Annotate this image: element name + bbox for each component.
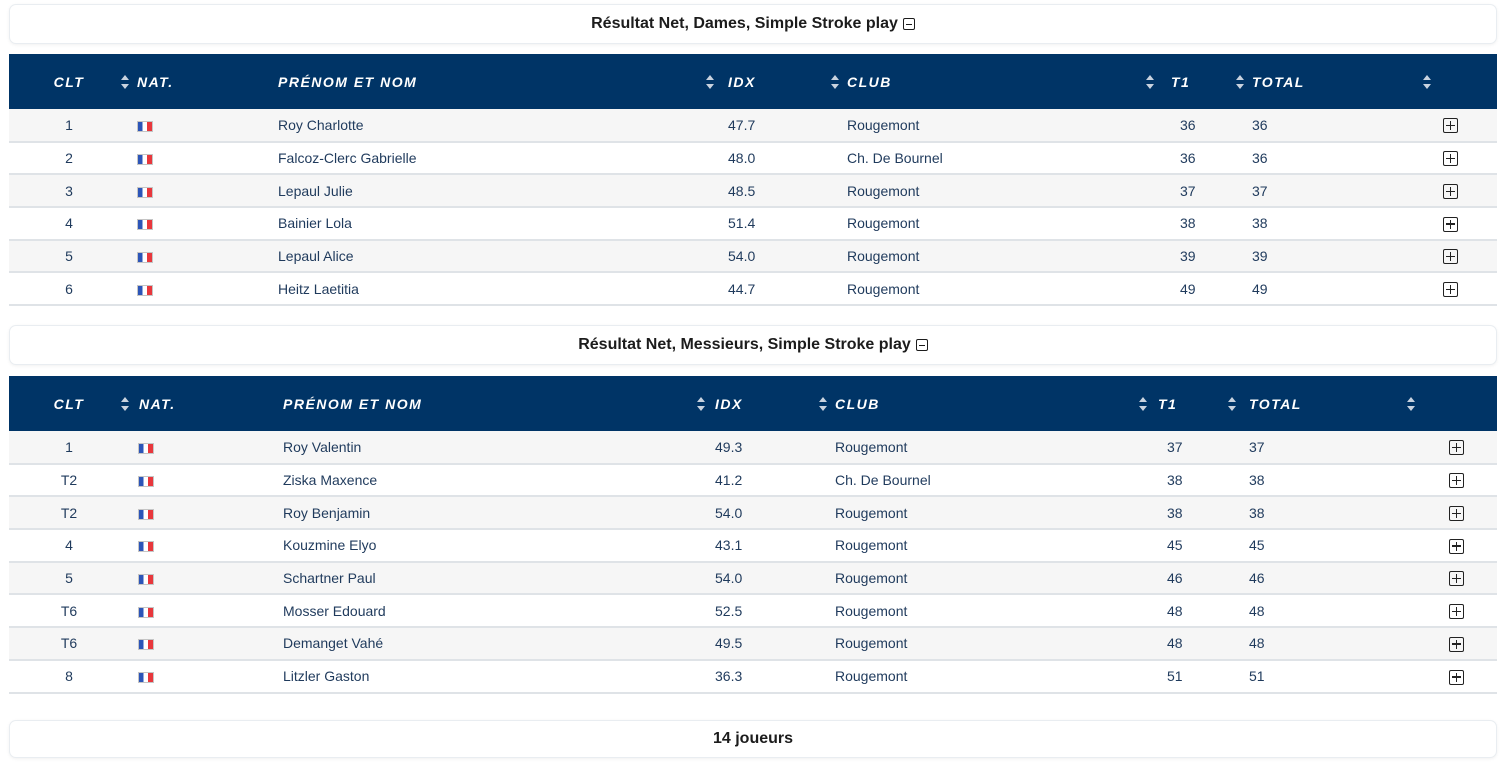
total-score-cell: 48 [1249,635,1265,652]
col-header-actions [1431,54,1497,109]
nationality-cell [129,562,274,595]
total-score-cell: 49 [1252,280,1268,297]
flag-france-icon [137,219,153,230]
women-results-table [9,54,1497,306]
col-header-name[interactable]: PRÉNOM ET NOM [274,376,707,431]
player-name-cell: Demanget Vahé [283,635,384,652]
player-name-cell: Falcoz-Clerc Gabrielle [278,150,417,167]
player-name-cell: Lepaul Julie [278,182,353,199]
flag-france-icon [137,154,153,165]
col-header-t1[interactable]: T1 [1147,376,1236,431]
expand-plus-icon[interactable] [1449,637,1464,652]
index-cell: 51.4 [728,215,756,232]
col-header-name[interactable]: PRÉNOM ET NOM [272,54,720,109]
club-cell: Rougemont [835,602,908,619]
men-results-table [9,376,1497,694]
expand-plus-icon[interactable] [1449,604,1464,619]
expand-plus-icon[interactable] [1449,571,1464,586]
club-cell: Rougemont [847,280,920,297]
table-row [9,240,1497,273]
total-score-cell: 38 [1249,504,1265,521]
flag-france-icon [137,252,153,263]
men-section-title [9,325,1497,365]
club-cell: Rougemont [835,504,908,521]
flag-france-icon [138,574,154,585]
index-cell: 54.0 [715,570,743,587]
rank-cell: 1 [65,438,73,455]
player-name-cell: Heitz Laetitia [278,280,359,297]
total-score-cell: 36 [1252,150,1268,167]
col-header-clt[interactable]: CLT [9,376,129,431]
expand-cell [1431,109,1497,142]
total-score-cell: 46 [1249,570,1265,587]
expand-cell [1415,529,1497,562]
club-cell: Rougemont [835,668,908,685]
sort-icon[interactable] [1228,397,1236,411]
table-row [9,272,1497,305]
women-title-text: Résultat Net, Dames, Simple Stroke play [591,15,898,32]
rank-cell: 3 [65,182,73,199]
player-name-cell: Roy Valentin [283,438,362,455]
flag-france-icon [138,672,154,683]
expand-plus-icon[interactable] [1449,670,1464,685]
nationality-cell [129,627,274,660]
player-name-cell: Ziska Maxence [283,472,378,489]
rank-cell: 4 [65,215,73,232]
index-cell: 41.2 [715,472,743,489]
player-name-cell: Lepaul Alice [278,248,354,265]
total-score-cell: 37 [1252,182,1268,199]
nationality-cell [129,240,272,273]
sort-icon[interactable] [697,397,705,411]
t1-score-cell: 38 [1167,504,1183,521]
index-cell: 44.7 [728,280,756,297]
club-cell: Rougemont [835,570,908,587]
index-cell: 48.0 [728,150,756,167]
t1-score-cell: 48 [1167,635,1183,652]
total-score-cell: 38 [1249,472,1265,489]
total-score-cell: 39 [1252,248,1268,265]
index-cell: 49.3 [715,438,743,455]
nationality-cell [129,207,272,240]
rank-cell: 5 [65,570,73,587]
t1-score-cell: 38 [1167,472,1183,489]
club-cell: Ch. De Bournel [835,472,931,489]
flag-france-icon [137,187,153,198]
col-header-clt[interactable]: CLT [9,54,129,109]
rank-cell: 4 [65,537,73,554]
expand-cell [1415,660,1497,693]
expand-plus-icon[interactable] [1449,473,1464,488]
sort-icon[interactable] [1423,75,1431,89]
expand-plus-icon[interactable] [1443,217,1458,232]
men-title-text: Résultat Net, Messieurs, Simple Stroke play [578,336,911,353]
club-cell: Rougemont [847,215,920,232]
player-name-cell: Litzler Gaston [283,668,370,685]
rank-cell: 1 [65,116,73,133]
flag-france-icon [138,476,154,487]
rank-cell: 8 [65,668,73,685]
sort-icon[interactable] [1407,397,1415,411]
player-count-box [9,720,1497,758]
col-header-club[interactable]: CLUB [839,54,1154,109]
total-score-cell: 45 [1249,537,1265,554]
collapse-icon[interactable] [916,339,928,351]
table-row [9,627,1497,660]
sort-icon[interactable] [1236,75,1244,89]
table-row [9,594,1497,627]
player-name-cell: Mosser Edouard [283,602,386,619]
table-header-row [9,54,1497,109]
t1-score-cell: 36 [1180,116,1196,133]
sort-icon[interactable] [121,75,129,89]
nationality-cell [129,174,272,207]
rank-cell: 5 [65,248,73,265]
table-row [9,207,1497,240]
total-score-cell: 51 [1249,668,1265,685]
rank-cell: 2 [65,150,73,167]
col-header-total[interactable]: TOTAL [1244,54,1431,109]
flag-france-icon [137,285,153,296]
expand-cell [1431,174,1497,207]
expand-cell [1431,272,1497,305]
flag-france-icon [138,443,154,454]
expand-plus-icon[interactable] [1443,151,1458,166]
index-cell: 48.5 [728,182,756,199]
t1-score-cell: 37 [1180,182,1196,199]
table-row [9,142,1497,175]
t1-score-cell: 36 [1180,150,1196,167]
index-cell: 43.1 [715,537,743,554]
index-cell: 54.0 [728,248,756,265]
club-cell: Rougemont [847,116,920,133]
expand-cell [1415,496,1497,529]
col-header-club[interactable]: CLUB [827,376,1147,431]
nationality-cell [129,109,272,142]
flag-france-icon [138,607,154,618]
t1-score-cell: 38 [1180,215,1196,232]
total-score-cell: 36 [1252,116,1268,133]
rank-cell: T2 [60,504,78,521]
collapse-icon[interactable] [903,18,915,30]
rank-cell: T6 [60,635,78,652]
expand-cell [1415,562,1497,595]
table-row [9,562,1497,595]
player-name-cell: Schartner Paul [283,570,376,587]
expand-cell [1415,627,1497,660]
player-name-cell: Bainier Lola [278,215,352,232]
total-score-cell: 48 [1249,602,1265,619]
nationality-cell [129,272,272,305]
player-name-cell: Kouzmine Elyo [283,537,377,554]
nationality-cell [129,529,274,562]
expand-cell [1431,142,1497,175]
t1-score-cell: 45 [1167,537,1183,554]
expand-plus-icon[interactable] [1443,118,1458,133]
sort-icon[interactable] [121,397,129,411]
index-cell: 54.0 [715,504,743,521]
sort-icon[interactable] [1139,397,1147,411]
expand-plus-icon[interactable] [1443,249,1458,264]
expand-plus-icon[interactable] [1449,539,1464,554]
index-cell: 52.5 [715,602,743,619]
club-cell: Rougemont [835,438,908,455]
sort-icon[interactable] [706,75,714,89]
rank-cell: T2 [60,472,78,489]
rank-cell: 6 [65,280,73,297]
index-cell: 49.5 [715,635,743,652]
table-row [9,464,1497,497]
col-header-nat[interactable]: NAT. [137,73,174,90]
expand-plus-icon[interactable] [1449,506,1464,521]
t1-score-cell: 49 [1180,280,1196,297]
col-header-total[interactable]: TOTAL [1236,376,1415,431]
player-name-cell: Roy Benjamin [283,504,371,521]
t1-score-cell: 39 [1180,248,1196,265]
flag-france-icon [137,121,153,132]
table-row [9,109,1497,142]
t1-score-cell: 51 [1167,668,1183,685]
col-header-actions [1415,376,1497,431]
club-cell: Rougemont [835,635,908,652]
flag-france-icon [138,639,154,650]
index-cell: 36.3 [715,668,743,685]
index-cell: 47.7 [728,116,756,133]
table-row [9,431,1497,464]
club-cell: Rougemont [835,537,908,554]
rank-cell: T6 [60,602,78,619]
col-header-t1[interactable]: T1 [1154,54,1244,109]
expand-cell [1431,240,1497,273]
table-row [9,174,1497,207]
total-score-cell: 38 [1252,215,1268,232]
women-section-title [9,4,1497,44]
table-row [9,529,1497,562]
nationality-cell [129,464,274,497]
expand-cell [1415,464,1497,497]
nationality-cell [129,496,274,529]
sort-icon[interactable] [1146,75,1154,89]
expand-cell [1415,431,1497,464]
col-header-nat[interactable]: NAT. [139,395,176,412]
player-count: 14 joueurs [712,730,794,747]
table-row [9,496,1497,529]
club-cell: Rougemont [847,248,920,265]
t1-score-cell: 46 [1167,570,1183,587]
expand-plus-icon[interactable] [1443,184,1458,199]
nationality-cell [129,431,274,464]
sort-icon[interactable] [831,75,839,89]
player-name-cell: Roy Charlotte [278,116,364,133]
nationality-cell [129,660,274,693]
col-header-idx[interactable]: IDX [720,54,839,109]
flag-france-icon [138,509,154,520]
col-header-idx[interactable]: IDX [707,376,827,431]
expand-cell [1415,594,1497,627]
table-row [9,660,1497,693]
expand-cell [1431,207,1497,240]
expand-plus-icon[interactable] [1443,282,1458,297]
club-cell: Ch. De Bournel [847,150,943,167]
flag-france-icon [138,541,154,552]
club-cell: Rougemont [847,182,920,199]
total-score-cell: 37 [1249,438,1265,455]
nationality-cell [129,142,272,175]
sort-icon[interactable] [819,397,827,411]
t1-score-cell: 48 [1167,602,1183,619]
nationality-cell [129,594,274,627]
t1-score-cell: 37 [1167,438,1183,455]
table-header-row [9,376,1497,431]
expand-plus-icon[interactable] [1449,440,1464,455]
